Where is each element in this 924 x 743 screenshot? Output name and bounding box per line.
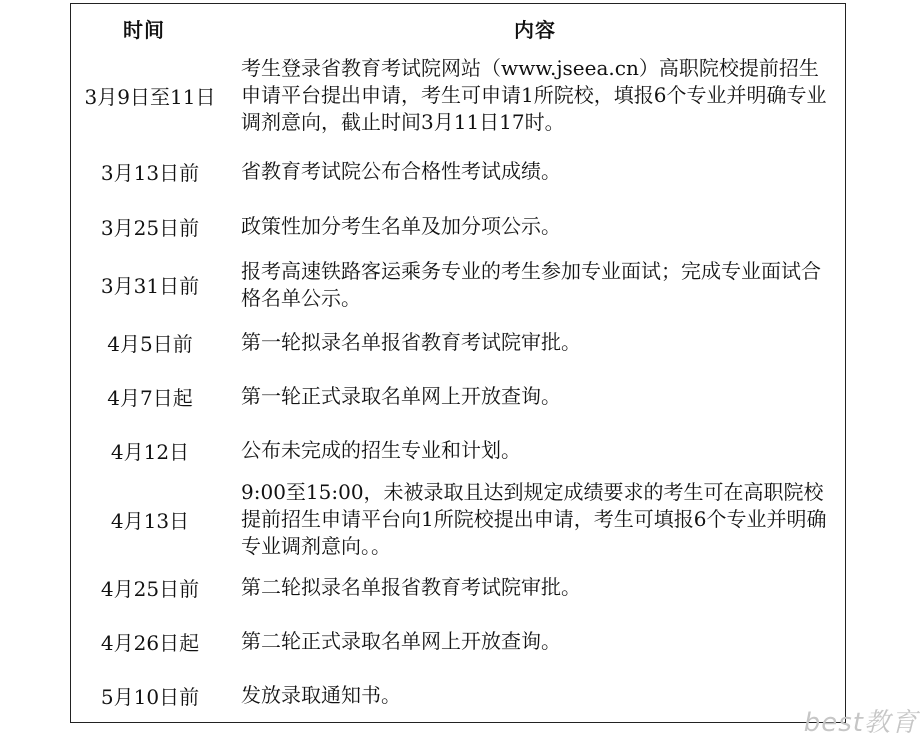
table-row [71, 423, 845, 478]
table-row [71, 143, 845, 199]
row-content [241, 143, 833, 199]
table-row [71, 48, 845, 143]
row-content [241, 48, 833, 143]
row-date: 4月26日起 [100, 631, 200, 655]
row-content [241, 478, 833, 561]
row-content [241, 254, 833, 315]
schedule-table [70, 3, 846, 723]
row-date: 3月13日前 [100, 160, 200, 185]
table-row [71, 669, 845, 722]
row-content [241, 423, 833, 478]
header-content: 内容 [514, 18, 556, 42]
table-row [71, 254, 845, 315]
row-content-text: 公布未完成的招生专业和计划。 [241, 438, 521, 462]
table-row [71, 614, 845, 669]
row-date: 4月12日 [110, 440, 190, 464]
row-content-text: 考生登录省教育考试院网站（www.jseea.cn）高职院校提前招生申请平台提出申请，考生可申请1所院校，填报6个专业并明确专业调剂意向，截止时间3月11日17时。 [241, 56, 827, 134]
row-content-text: 省教育考试院公布合格性考试成绩。 [241, 158, 561, 183]
row-date: 4月25日前 [100, 577, 200, 601]
row-content [241, 561, 833, 614]
watermark: best教育 [803, 708, 918, 738]
table-row [71, 478, 845, 561]
row-date: 4月13日 [110, 509, 190, 533]
row-content-text: 政策性加分考生名单及加分项公示。 [241, 214, 561, 238]
table-row [71, 199, 845, 254]
row-date: 3月31日前 [100, 274, 200, 298]
row-content [241, 199, 833, 254]
table-row [71, 315, 845, 370]
row-content [241, 370, 833, 423]
table-row [71, 561, 845, 614]
row-content-text: 发放录取通知书。 [241, 683, 401, 707]
row-content-text: 第一轮正式录取名单网上开放查询。 [241, 384, 561, 408]
row-date: 3月9日至11日 [84, 85, 216, 109]
row-date: 5月10日前 [100, 685, 200, 709]
row-date: 4月7日起 [107, 386, 193, 410]
row-date: 3月25日前 [100, 216, 200, 240]
row-date: 4月5日前 [107, 332, 193, 356]
row-content-text: 第一轮拟录名单报省教育考试院审批。 [241, 330, 581, 354]
row-content-text: 第二轮拟录名单报省教育考试院审批。 [241, 575, 581, 599]
table-header [71, 4, 845, 48]
row-content-text: 第二轮正式录取名单网上开放查询。 [241, 629, 561, 653]
table-row [71, 370, 845, 423]
row-content-text: 报考高速铁路客运乘务专业的考生参加专业面试；完成专业面试合格名单公示。 [241, 258, 821, 310]
row-content-text: 9:00至15:00，未被录取且达到规定成绩要求的考生可在高职院校提前招生申请平台向1所院校提出申请，考生可填报6个专业并明确专业调剂意向。。 [241, 480, 827, 558]
header-time: 时间 [123, 18, 165, 42]
row-content [241, 614, 833, 669]
row-content [241, 315, 833, 370]
row-content [241, 669, 833, 722]
